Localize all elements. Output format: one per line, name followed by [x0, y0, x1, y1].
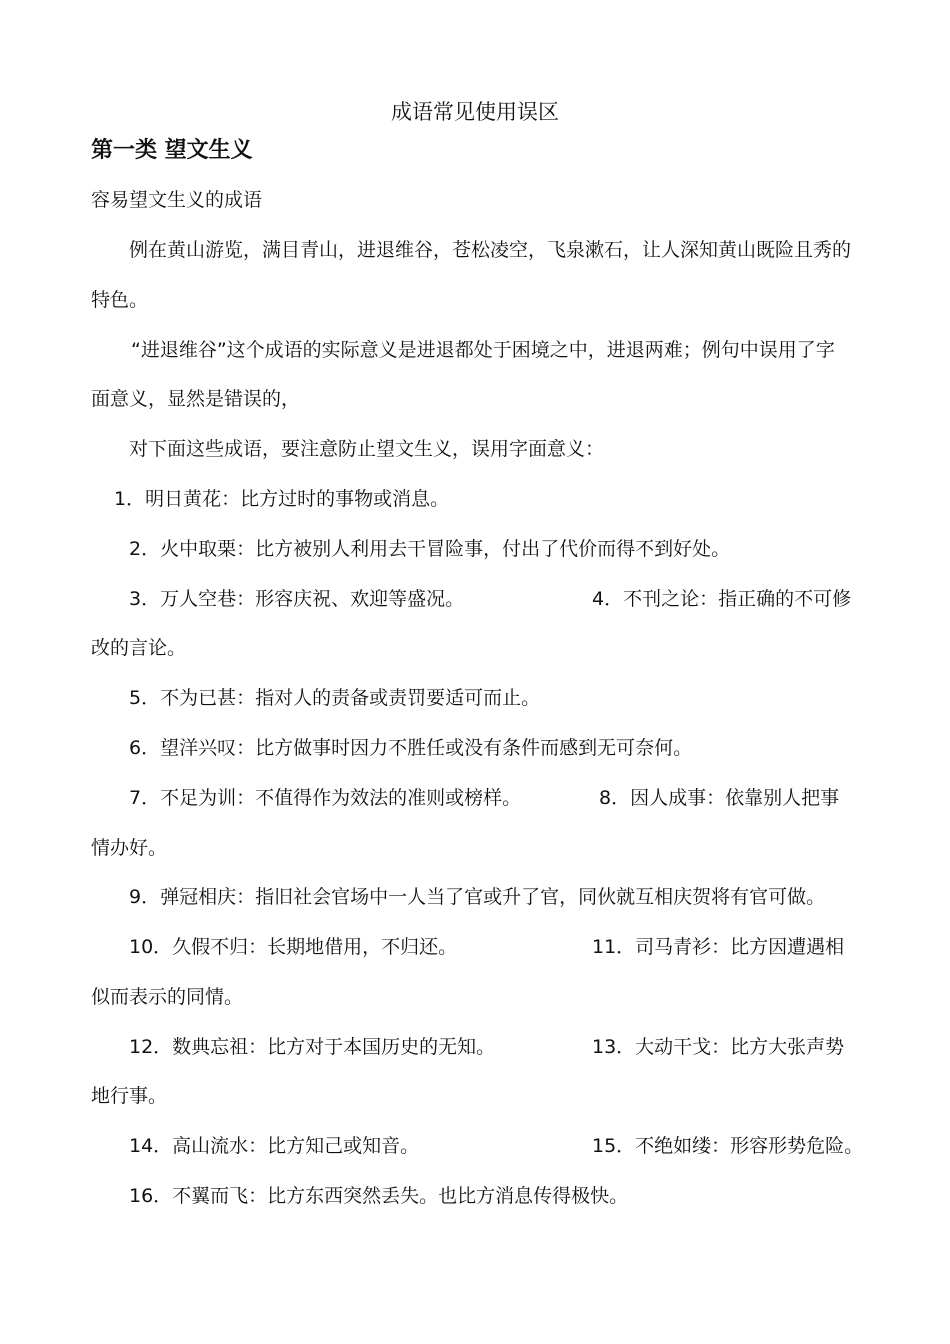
list-item-3: 3．万人空巷：形容庆祝、欢迎等盛况。 [129, 588, 465, 610]
list-item-8: 8．因人成事：依靠别人把事 [599, 787, 840, 809]
list-item-4-continued: 改的言论。 [91, 637, 187, 659]
list-item-1: 1．明日黄花：比方过时的事物或消息。 [114, 488, 450, 510]
explanation-line-2: 面意义，显然是错误的， [91, 388, 301, 410]
list-item-13-continued: 地行事。 [91, 1085, 168, 1107]
list-item-16: 16．不翼而飞：比方东西突然丢失。也比方消息传得极快。 [129, 1185, 629, 1207]
list-item-10: 10．久假不归：长期地借用，不归还。 [129, 936, 458, 958]
list-item-4: 4．不刊之论：指正确的不可修 [592, 588, 852, 610]
list-item-6: 6．望洋兴叹：比方做事时因力不胜任或没有条件而感到无可奈何。 [129, 737, 693, 759]
section-heading: 第一类 望文生义 [91, 138, 253, 163]
intro-paragraph: 对下面这些成语，要注意防止望文生义，误用字面意义： [129, 438, 605, 460]
list-item-11: 11．司马青衫：比方因遭遇相 [592, 936, 845, 958]
subheading: 容易望文生义的成语 [91, 189, 263, 211]
explanation-line-1: “进退维谷”这个成语的实际意义是进退都处于困境之中，进退两难；例句中误用了字 [131, 339, 835, 361]
list-item-11-continued: 似而表示的同情。 [91, 986, 244, 1008]
list-item-9: 9．弹冠相庆：指旧社会官场中一人当了官或升了官，同伙就互相庆贺将有官可做。 [129, 886, 826, 908]
list-item-8-continued: 情办好。 [91, 837, 168, 859]
list-item-2: 2．火中取栗：比方被别人利用去干冒险事，付出了代价而得不到好处。 [129, 538, 731, 560]
list-item-7: 7．不足为训：不值得作为效法的准则或榜样。 [129, 787, 522, 809]
list-item-15: 15．不绝如缕：形容形势危险。 [592, 1135, 864, 1157]
list-item-5: 5．不为已甚：指对人的责备或责罚要适可而止。 [129, 687, 541, 709]
list-item-12: 12．数典忘祖：比方对于本国历史的无知。 [129, 1036, 496, 1058]
list-item-14: 14．高山流水：比方知己或知音。 [129, 1135, 420, 1157]
list-item-13: 13．大动干戈：比方大张声势 [592, 1036, 845, 1058]
document-title: 成语常见使用误区 [391, 100, 559, 124]
example-line-1: 例在黄山游览，满目青山，进退维谷，苍松凌空，飞泉漱石，让人深知黄山既险且秀的 [129, 239, 852, 261]
example-line-2: 特色。 [91, 289, 149, 311]
